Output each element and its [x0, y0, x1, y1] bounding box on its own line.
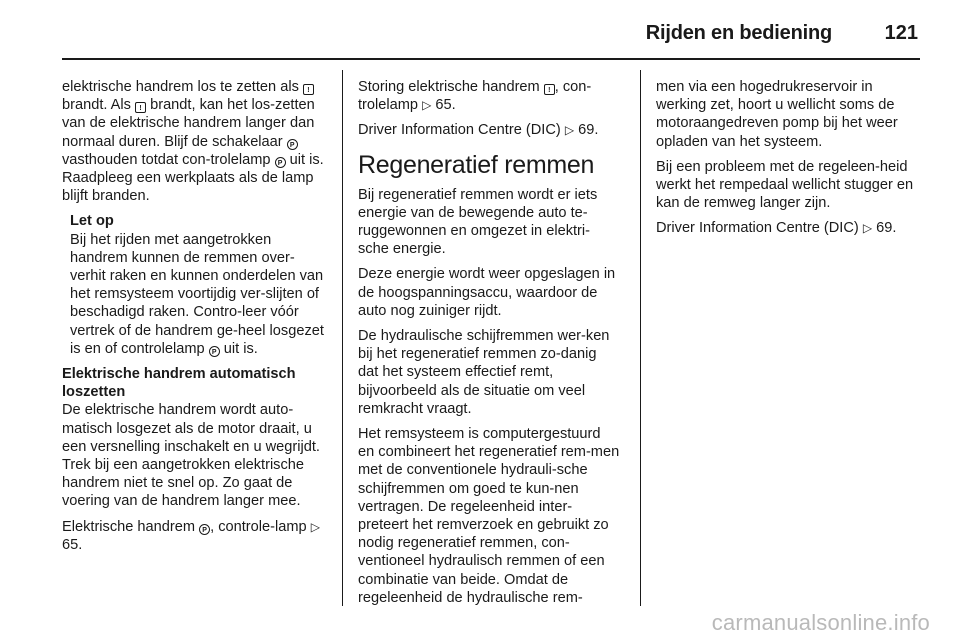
- note-title: Let op: [70, 213, 114, 230]
- column-1: [62, 78, 324, 561]
- paragraph: men via een hogedrukreservoir in werking zet, hoort u wellicht soms de motoraangedreven pomp bij het weer opladen van het systeem.: [656, 79, 898, 150]
- note-box: [70, 212, 324, 358]
- page-number: 121: [884, 22, 918, 44]
- cross-reference-arrow-icon: ▷: [862, 221, 873, 236]
- cross-reference-arrow-icon: ▷: [310, 519, 320, 534]
- page-reference[interactable]: 69.: [876, 220, 897, 237]
- paragraph: Bij een probleem met de regeleen-heid werkt het rempedaal wellicht stugger en kan de remweg langer zijn.: [656, 158, 914, 212]
- paragraph: De elektrische handrem wordt auto-matisch losgezet als de motor draait, u een versnelling inschakelt en u wegrijdt. Trek bij een aangetrokken elektrische handrem niet te snel op. Zo gaat de voering van de handrem langer mee.: [62, 402, 320, 510]
- brake-warning-icon: !: [303, 84, 314, 95]
- paragraph: Driver Information Centre (DIC) ▷ 69.: [358, 122, 599, 139]
- paragraph: elektrische handrem los te zetten als ! brandt. Als ! brandt, kan het los-zetten van de elektrische handrem langer dan normaal duren. Blijf de schakelaar P vasthouden totdat con-trolelamp P uit is. Raadpleeg een werkplaats als de lamp blijft branden.: [62, 79, 324, 205]
- column-2: [358, 78, 620, 614]
- paragraph: Elektrische handrem P , controle-lamp ▷ 65.: [62, 518, 320, 553]
- watermark: carmanualsonline.info: [711, 610, 930, 635]
- column-divider: [640, 70, 641, 606]
- brake-warning-icon: !: [544, 84, 555, 95]
- parking-brake-icon: P: [287, 139, 298, 150]
- column-divider: [342, 70, 343, 606]
- section-title: Regeneratief remmen: [358, 150, 595, 179]
- cross-reference-arrow-icon: ▷: [422, 98, 432, 113]
- cross-reference-arrow-icon: ▷: [564, 123, 575, 138]
- paragraph: De hydraulische schijfremmen wer-ken bij het regeneratief remmen zo-danig dat het systeem effectief remt, bijvoorbeeld als de situatie om veel remkracht vraagt.: [358, 328, 610, 417]
- paragraph: Deze energie wordt weer opgeslagen in de hoogspanningsaccu, waardoor de auto nog zuiniger rijdt.: [358, 266, 616, 319]
- page-title: Rijden en bediening: [645, 22, 832, 44]
- brake-warning-icon: !: [135, 102, 146, 113]
- parking-brake-icon: P: [209, 346, 220, 357]
- column-3: [656, 78, 918, 245]
- page-reference[interactable]: 69.: [578, 122, 599, 139]
- paragraph: Driver Information Centre (DIC) ▷ 69.: [656, 220, 897, 237]
- parking-brake-icon: P: [275, 157, 286, 168]
- page-reference[interactable]: 65.: [62, 536, 83, 553]
- page-header: [62, 18, 920, 60]
- page-reference[interactable]: 65.: [435, 97, 456, 114]
- paragraph: Bij regeneratief remmen wordt er iets energie van de bewegende auto te-ruggewonnen en omgezet in elektri-sche energie.: [358, 186, 598, 258]
- note-text: Bij het rijden met aangetrokken handrem kunnen de remmen over-verhit raken en kunnen onderdelen van het remsysteem voortijdig ver-slijten of beschadigd raken. Contro-leer vóór vertrek of de handrem ge-heel losgezet is en of controlelamp P uit is.: [70, 231, 324, 357]
- parking-brake-icon: P: [199, 524, 210, 535]
- paragraph: Storing elektrische handrem ! , con-trolelamp ▷ 65.: [358, 79, 592, 114]
- paragraph: Het remsysteem is computergestuurd en combineert het regeneratief rem-men met de conventionele hydrauli-sche schijfremmen om goed te kun-nen vertragen. De regeleenheid inter-preteert het remverzoek en gebruikt zo nodig regeneratief remmen, con-ventioneel hydraulisch remmen of een combinatie van beide. Omdat de regeleenheid de hydraulische rem-: [358, 426, 620, 606]
- subheading: Elektrische handrem automatisch loszetten: [62, 366, 296, 401]
